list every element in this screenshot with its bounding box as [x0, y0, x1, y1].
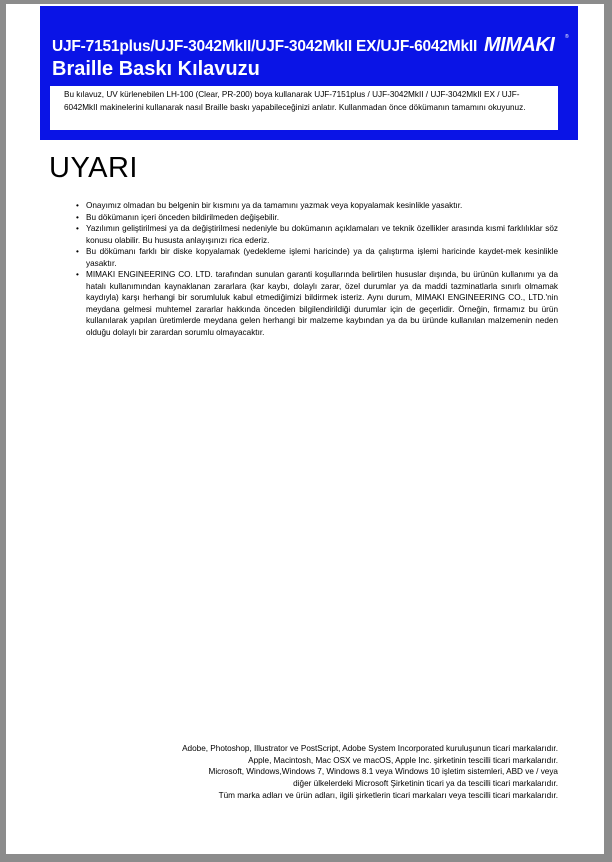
list-item: • Onayımız olmadan bu belgenin bir kısmını ya da tamamını yazmak veya kopyalamak kesinlikle yasaktır. [76, 200, 558, 212]
list-item: • Yazılımın geliştirilmesi ya da değiştirilmesi nedeniyle bu dokümanın açıklamaları ve teknik özellikler arasında kısmi farklılıklar söz konusu olabilir. Bu hususta anlayışınızı rica ederiz. [76, 223, 558, 246]
list-item: • Bu dökümanı farklı bir diske kopyalamak (yedekleme işlemi haricinde) ya da çalıştırma işlemi haricinde kaydet-mek kesinlikle yasaktır. [76, 246, 558, 269]
warning-list [76, 200, 558, 338]
trademark-notice [78, 743, 558, 802]
trademark-line: Apple, Macintosh, Mac OSX ve macOS, Apple Inc. şirketinin tescilli ticari markalarıdır. [248, 755, 558, 765]
document-title: UJF-7151plus/UJF-3042MkII/UJF-3042MkII EX/UJF-6042MkII [52, 38, 478, 55]
document-subtitle: Braille Baskı Kılavuzu [52, 58, 260, 80]
trademark-line: Microsoft, Windows,Windows 7, Windows 8.1 veya Windows 10 işletim sistemleri, ABD ve / veya [208, 767, 558, 777]
warning-heading: UYARI [49, 152, 138, 184]
trademark-line: diğer ülkelerdeki Microsoft Şirketinin ticari ya da tescilli ticari markalarıdır. [293, 779, 558, 789]
list-item: • Bu dökümanın içeri önceden bildirilmeden değişebilir. [76, 212, 558, 224]
intro-box: Bu kılavuz, UV kürlenebilen LH-100 (Clear, PR-200) boya kullanarak UJF-7151plus / UJF-3042MkII / UJF-3042MkII EX / UJF-6042MkII makinelerini kullanarak nasıl Braille baskı yapabileceğinizi anlatır. Kullanmadan önce dökümanın tamamını okuyunuz. [50, 86, 558, 130]
header-banner [40, 6, 578, 140]
document-page [6, 4, 604, 854]
list-item: • MIMAKI ENGINEERING CO. LTD. tarafından sunulan garanti koşullarında belirtilen hususlar dışında, bu ürünün kullanımı ya da hatalı kullanımından kaynaklanan zararlara (kar kaybı, dolaylı zarar, özel durumlar ya da maddi tazminatlarla sınırlı olmamak kaydıyla) karşı herhangi bir sorumluluk kabul etmediğimizi bildirmek isteriz. Aynı durum, MIMAKI ENGINEERING CO., LTD.'nin meydana gelmesi muhtemel zararlar hakkında önceden bilgilendirildiği durumlar için de geçerlidir. Örneğin, firmamız bu ürün kullanılarak yapılan üretimlerde meydana gelen herhangi bir malzeme kaybından ya da bu üründe kullanılan malzemenin neden olduğu dolaylı bir zarardan sorumlu olmayacaktır. [76, 269, 558, 338]
registered-mark: ® [565, 34, 569, 40]
mimaki-logo: MIMAKI [484, 34, 555, 56]
trademark-line: Tüm marka adları ve ürün adları, ilgili şirketlerin ticari markaları veya tescilli ticari markalarıdır. [218, 790, 558, 800]
trademark-line: Adobe, Photoshop, Illustrator ve PostScript, Adobe System Incorporated kuruluşunun ticari markalarıdır. [182, 744, 558, 753]
